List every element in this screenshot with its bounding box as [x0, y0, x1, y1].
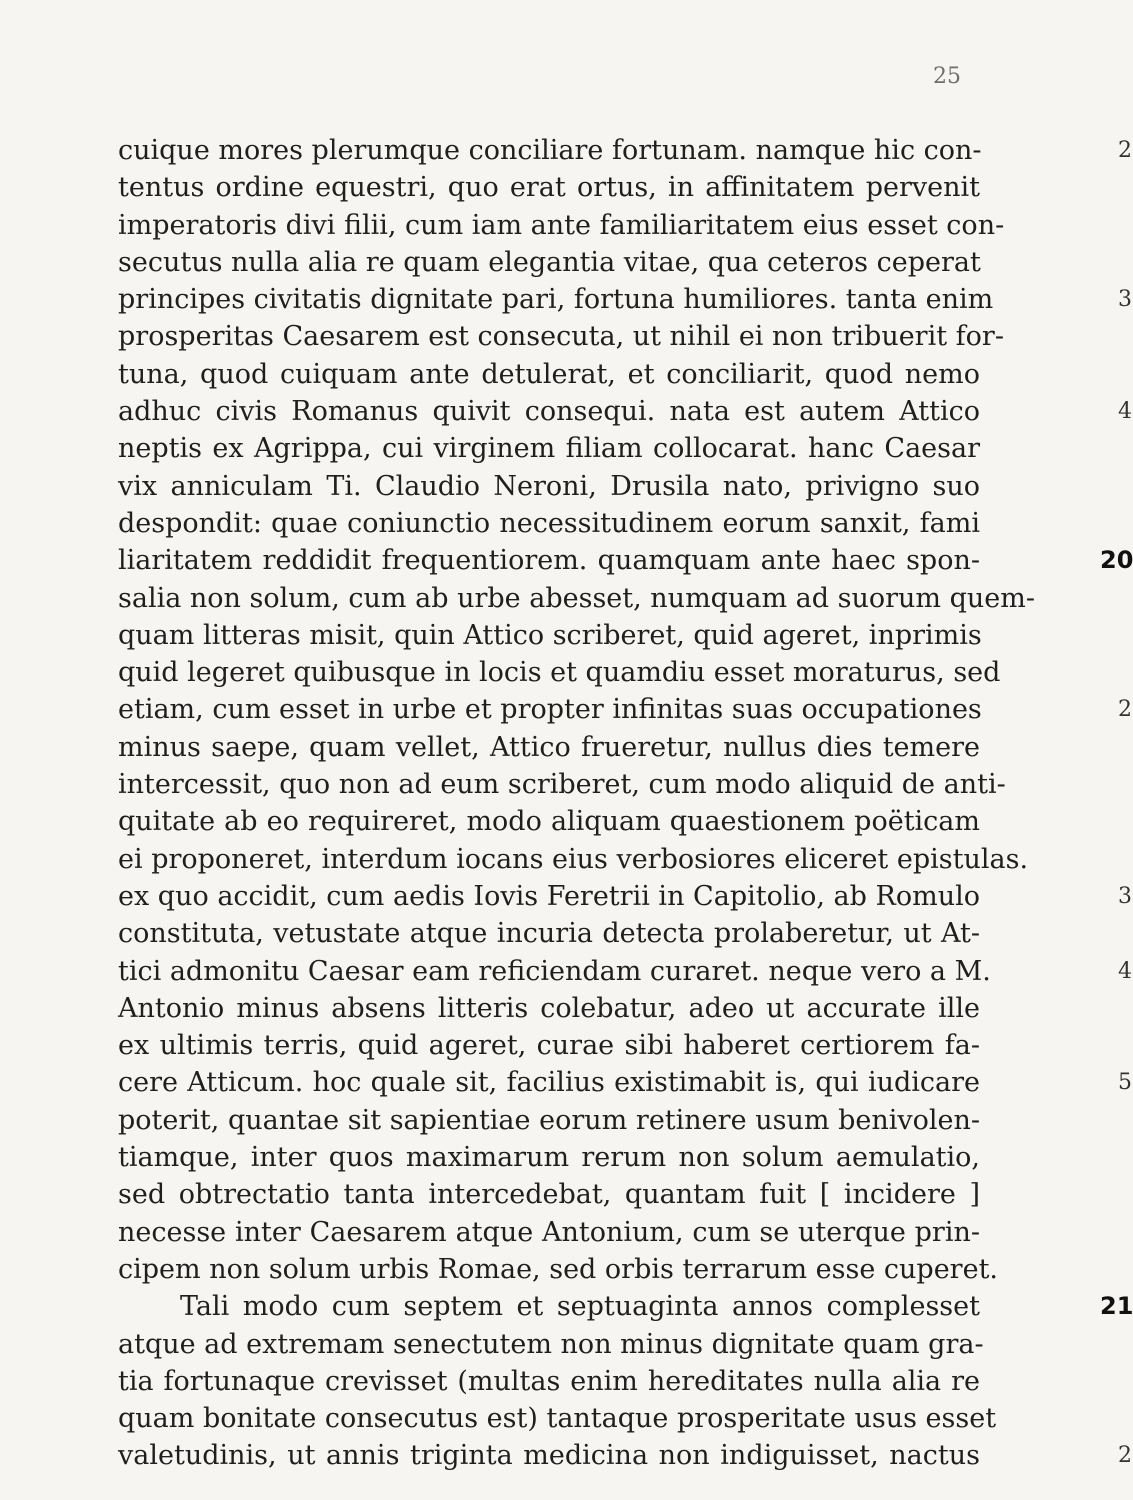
text-line	[118, 1027, 980, 1064]
line-text: quam litteras misit, quin Attico scriberet, quid ageret, inprimis	[118, 619, 982, 651]
text-line	[118, 207, 1005, 244]
line-text: atque ad extremam senectutem non minus dignitate quam gra-	[118, 1328, 984, 1360]
text-line	[118, 132, 1132, 169]
line-text: tuna, quod cuiquam ante detulerat, et conciliarit, quod nemo	[118, 358, 980, 390]
text-line	[118, 1437, 1132, 1474]
line-text: Antonio minus absens litteris colebatur, adeo ut accurate ille	[118, 992, 980, 1024]
text-line	[118, 542, 1133, 579]
text-line	[118, 1326, 984, 1363]
line-text: sed obtrectatio tanta intercedebat, quantam fuit [ incidere ]	[118, 1179, 980, 1211]
line-text: poterit, quantae sit sapientiae eorum retinere usum benivolen-	[118, 1104, 980, 1136]
line-text: tici admonitu Caesar eam reficiendam curaret. neque vero a M.	[118, 955, 991, 987]
text-line	[118, 990, 980, 1027]
line-text: valetudinis, ut annis triginta medicina non indiguisset, nactus	[118, 1440, 980, 1472]
line-text: despondit: quae coniunctio necessitudinem eorum sanxit, fami	[118, 507, 980, 539]
line-text: tia fortunaque crevisset (multas enim hereditates nulla alia re	[118, 1365, 980, 1397]
text-line	[118, 953, 1132, 990]
text-line	[118, 1288, 1133, 1325]
section-marker: 2	[1118, 1443, 1132, 1469]
line-text: etiam, cum esset in urbe et propter infinitas suas occupationes	[118, 694, 982, 726]
line-text: principes civitatis dignitate pari, fortuna humiliores. tanta enim	[118, 284, 994, 316]
line-text: tiamque, inter quos maximarum rerum non solum aemulatio,	[118, 1142, 980, 1174]
chapter-marker: 21	[1100, 1292, 1133, 1321]
chapter-marker: 20	[1100, 546, 1133, 575]
page-number: 25	[933, 64, 961, 89]
text-line	[118, 915, 980, 952]
text-line	[118, 580, 1035, 617]
section-marker: 3	[1118, 287, 1132, 313]
text-line	[118, 803, 980, 840]
line-text: ei proponeret, interdum iocans eius verbosiores eliceret epistulas.	[118, 843, 1029, 875]
line-text: secutus nulla alia re quam elegantia vitae, qua ceteros ceperat	[118, 246, 981, 278]
line-text: vix anniculam Ti. Claudio Neroni, Drusila nato, privigno suo	[118, 470, 980, 502]
line-text: ex quo accidit, cum aedis Iovis Feretrii in Capitolio, ab Romulo	[118, 880, 980, 912]
text-line	[118, 1214, 980, 1251]
section-marker: 2	[1118, 138, 1132, 163]
text-line	[118, 169, 980, 206]
text-line	[118, 281, 1132, 318]
text-line	[118, 393, 1132, 430]
section-marker: 3	[1118, 883, 1132, 909]
text-line	[118, 244, 980, 281]
line-text: quitate ab eo requireret, modo aliquam quaestionem poëticam	[118, 806, 980, 838]
line-text: liaritatem reddidit frequentiorem. quamquam ante haec spon-	[118, 545, 980, 577]
text-line	[118, 729, 980, 766]
line-text: prosperitas Caesarem est consecuta, ut nihil ei non tribuerit for-	[118, 321, 1004, 353]
text-line	[118, 505, 980, 542]
text-line	[118, 1102, 980, 1139]
text-line	[118, 468, 980, 505]
line-text: quam bonitate consecutus est) tantaque prosperitate usus esset	[118, 1403, 997, 1435]
text-line	[118, 766, 1006, 803]
text-line	[118, 356, 980, 393]
text-line	[118, 841, 1029, 878]
line-text: constituta, vetustate atque incuria detecta prolaberetur, ut At-	[118, 918, 980, 950]
section-marker: 4	[1118, 399, 1132, 425]
line-text: neptis ex Agrippa, cui virginem filiam collocarat. hanc Caesar	[118, 433, 980, 465]
line-text: minus saepe, quam vellet, Attico frueretur, nullus dies temere	[118, 731, 980, 763]
section-marker: 5	[1118, 1070, 1132, 1096]
line-text: cere Atticum. hoc quale sit, facilius existimabit is, qui iudicare	[118, 1067, 980, 1099]
line-text: cipem non solum urbis Romae, sed orbis terrarum esse cuperet.	[118, 1253, 999, 1285]
line-text: intercessit, quo non ad eum scriberet, cum modo aliquid de anti-	[118, 769, 1006, 801]
text-line	[118, 1064, 1132, 1101]
text-line	[118, 654, 1001, 691]
text-line	[118, 878, 1132, 915]
line-text: cuique mores plerumque conciliare fortunam. namque hic con-	[118, 135, 982, 166]
text-line	[118, 1251, 999, 1288]
text-line	[118, 617, 980, 654]
latin-text-block	[118, 132, 1133, 1475]
line-text: imperatoris divi filii, cum iam ante familiaritatem eius esset con-	[118, 209, 1005, 241]
line-text: salia non solum, cum ab urbe abesset, numquam ad suorum quem-	[118, 582, 1035, 614]
text-line	[118, 1400, 997, 1437]
text-line	[118, 1363, 980, 1400]
text-line	[118, 691, 1132, 728]
line-text: necesse inter Caesarem atque Antonium, cum se uterque prin-	[118, 1216, 980, 1248]
line-text: Tali modo cum septem et septuaginta annos complesset	[180, 1291, 980, 1323]
section-marker: 2	[1118, 697, 1132, 723]
line-text: adhuc civis Romanus quivit consequi. nata est autem Attico	[118, 396, 980, 428]
text-line	[118, 1176, 980, 1213]
line-text: quid legeret quibusque in locis et quamdiu esset moraturus, sed	[118, 657, 1001, 689]
line-text: ex ultimis terris, quid ageret, curae sibi haberet certiorem fa-	[118, 1030, 980, 1062]
text-line	[118, 1139, 980, 1176]
text-line	[118, 318, 1004, 355]
line-text: tentus ordine equestri, quo erat ortus, in affinitatem pervenit	[118, 172, 980, 204]
text-line	[118, 430, 980, 467]
section-marker: 4	[1118, 958, 1132, 984]
